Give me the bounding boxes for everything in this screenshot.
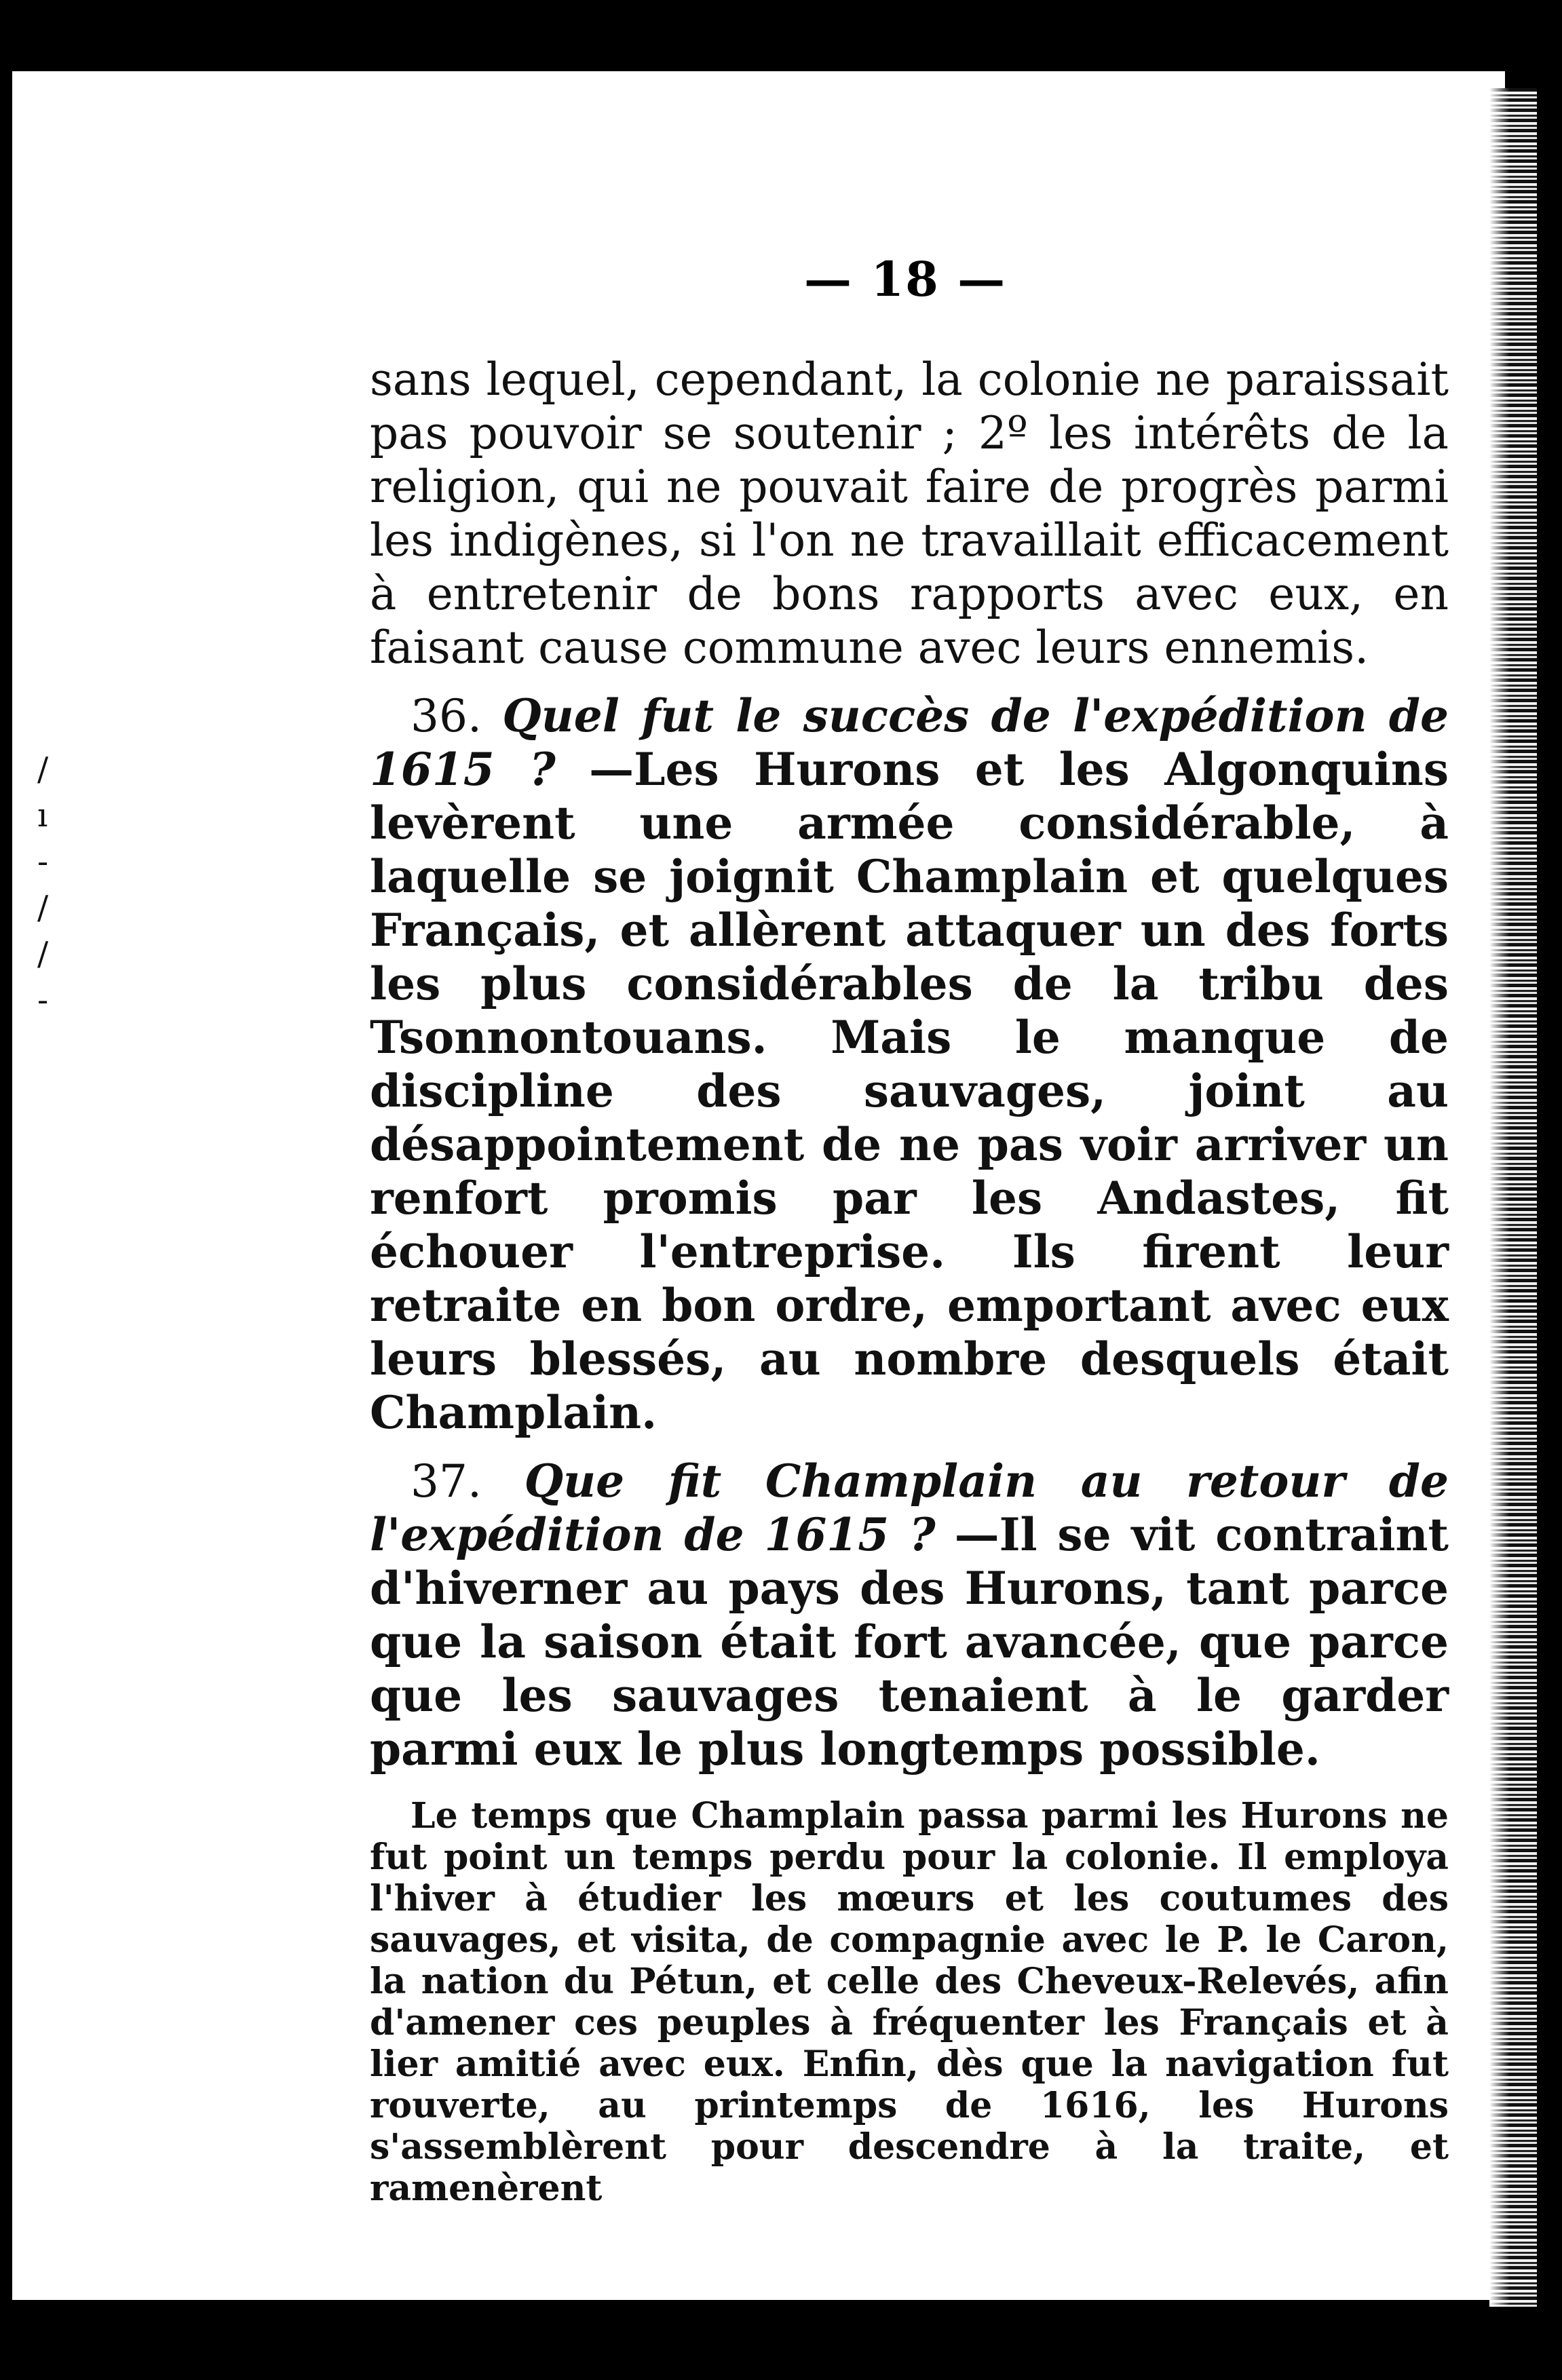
question-37 [370,1455,1449,1776]
page-edge [1489,88,1537,2307]
question-number: 37. [411,1455,482,1508]
page-text [370,353,1449,2209]
page-number: — 18 — [804,251,1007,307]
paragraph-continued: sans lequel, cependant, la colonie ne paraissait pas pouvoir se soutenir ; 2º les intérêts de la religion, qui ne pouvait faire de progrès parmi les indigènes, si l'on ne travaillait efficacement à entretenir de bons rapports avec eux, en faisant cause commune avec leurs ennemis. [370,353,1449,674]
margin-marks: / ı - / / - [37,750,49,1019]
note-paragraph: Le temps que Champlain passa parmi les Hurons ne fut point un temps perdu pour la colonie. Il employa l'hiver à étudier les mœurs et les coutumes des sauvages, et visita, de compagnie avec le P. le Caron, la nation du Pétun, et celle des Cheveux-Relevés, afin d'amener ces peuples à fréquenter les Français et à lier amitié avec eux. Enfin, dès que la navigation fut rouverte, au printemps de 1616, les Hurons s'assemblèrent pour descendre à la traite, et ramenèrent [370,1795,1449,2209]
question-36 [370,689,1449,1440]
question-number: 36. [411,690,482,742]
question-text: Que fit Champlain au retour de l'expédition de 1615 ? [370,1455,1449,1561]
answer-text: —Les Hurons et les Algonquins levèrent une armée considérable, à laquelle se joignit Champlain et quelques Français, et allèrent attaquer un des forts les plus considérables de la tribu des Tsonnontouans. Mais le manque de discipline des sauvages, joint au désappointement de ne pas voir arriver un renfort promis par les Andastes, fit échouer l'entreprise. Ils firent leur retraite en bon ordre, emportant avec eux leurs blessés, au nombre desquels était Champlain. [370,743,1449,1439]
question-text: Quel fut le succès de l'expédition de 1615 ? [370,689,1449,796]
answer-text: —Il se vit contraint d'hiverner au pays des Hurons, tant parce que la saison était fort avancée, que parce que les sauvages tenaient à le garder parmi eux le plus longtemps possible. [370,1508,1449,1776]
